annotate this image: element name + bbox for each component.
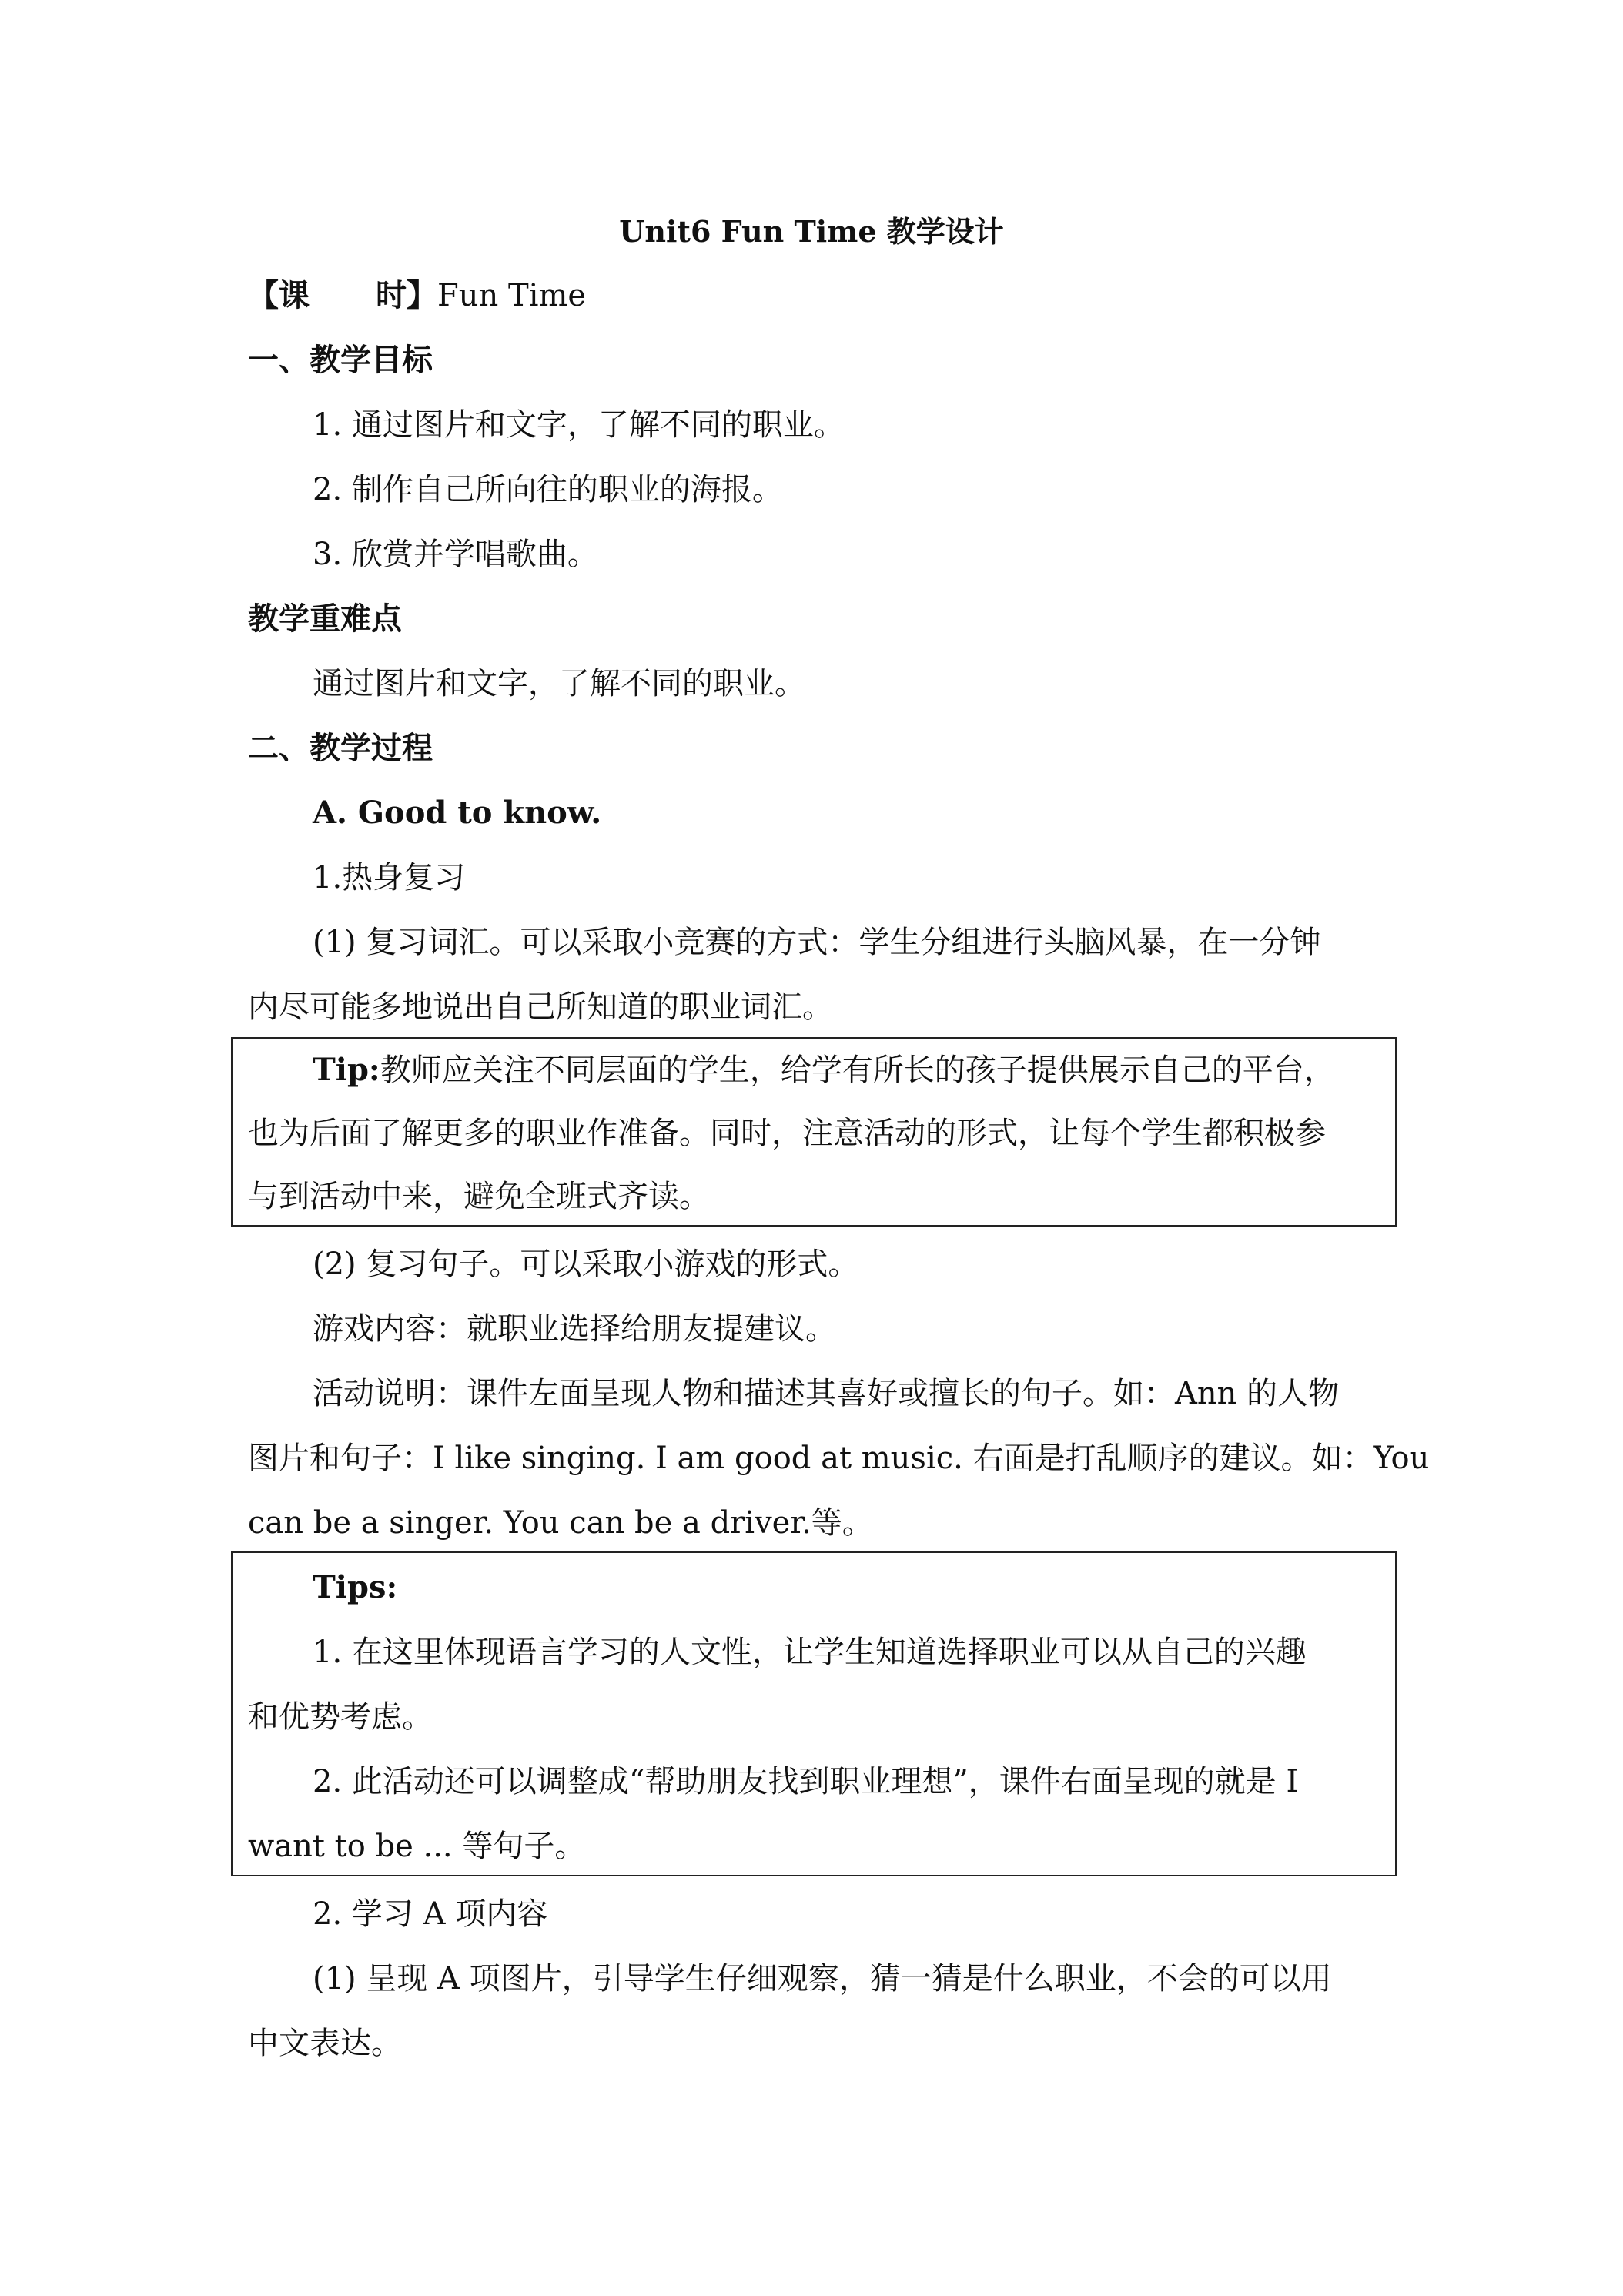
warmup-heading: 1.热身复习 [313,860,466,895]
process-heading: 二、教学过程 [248,730,433,766]
tips-item-2-cont: want to be ... 等句子。 [248,1829,586,1864]
document-title: Unit6 Fun Time 教学设计 [619,214,1004,249]
tips-item-1: 1. 在这里体现语言学习的人文性，让学生知道选择职业可以从自己的兴趣 [313,1635,1307,1670]
warmup-item-1: (1) 复习词汇。可以采取小竞赛的方式：学生分组进行头脑风暴，在一分钟 [313,925,1321,960]
activity-description-cont: can be a singer. You can be a driver.等。 [248,1505,873,1541]
activity-description: 活动说明：课件左面呈现人物和描述其喜好或擅长的句子。如：Ann 的人物 [313,1376,1340,1411]
key-points-heading: 教学重难点 [248,601,402,637]
warmup-item-1-cont: 内尽可能多地说出自己所知道的职业词汇。 [248,989,833,1025]
lesson-bracket-open: 【课 [248,277,310,313]
tips-item-2: 2. 此活动还可以调整成“帮助朋友找到职业理想”，课件右面呈现的就是 I [313,1764,1299,1799]
game-content: 游戏内容：就职业选择给朋友提建议。 [313,1311,836,1347]
tips-label: Tips: [313,1569,398,1605]
review-item-2: (2) 复习句子。可以采取小游戏的形式。 [313,1247,859,1282]
tip-label: Tip: [313,1052,380,1088]
tips-box [231,1551,1397,1876]
key-points-text: 通过图片和文字，了解不同的职业。 [313,666,805,701]
objectives-heading: 一、教学目标 [248,342,433,378]
study-a-item-1-cont: 中文表达。 [248,2026,402,2061]
tip-box-line-1: Tip:教师应关注不同层面的学生，给学有所长的孩子提供展示自己的平台， [313,1052,1335,1088]
lesson-bracket-close: 时】 [376,277,437,313]
tip-box [231,1037,1397,1227]
activity-description-cont: 图片和句子：I like singing. I am good at music. 右面是打乱顺序的建议。如：You [248,1441,1430,1476]
objective-item: 2. 制作自己所向往的职业的海报。 [313,472,783,507]
objective-item: 1. 通过图片和文字，了解不同的职业。 [313,407,845,443]
tip-box-line-3: 与到活动中来，避免全班式齐读。 [248,1179,710,1214]
lesson-line [248,272,586,320]
study-a-item-1: (1) 呈现 A 项图片，引导学生仔细观察，猜一猜是什么职业，不会的可以用 [313,1961,1332,1996]
lesson-value: Fun Time [437,278,587,313]
study-a-heading: 2. 学习 A 项内容 [313,1896,548,1932]
objective-item: 3. 欣赏并学唱歌曲。 [313,537,598,572]
tip-box-line-2: 也为后面了解更多的职业作准备。同时，注意活动的形式，让每个学生都积极参 [248,1116,1326,1151]
part-a-heading: A. Good to know. [313,795,602,831]
tips-item-1-cont: 和优势考虑。 [248,1699,433,1735]
